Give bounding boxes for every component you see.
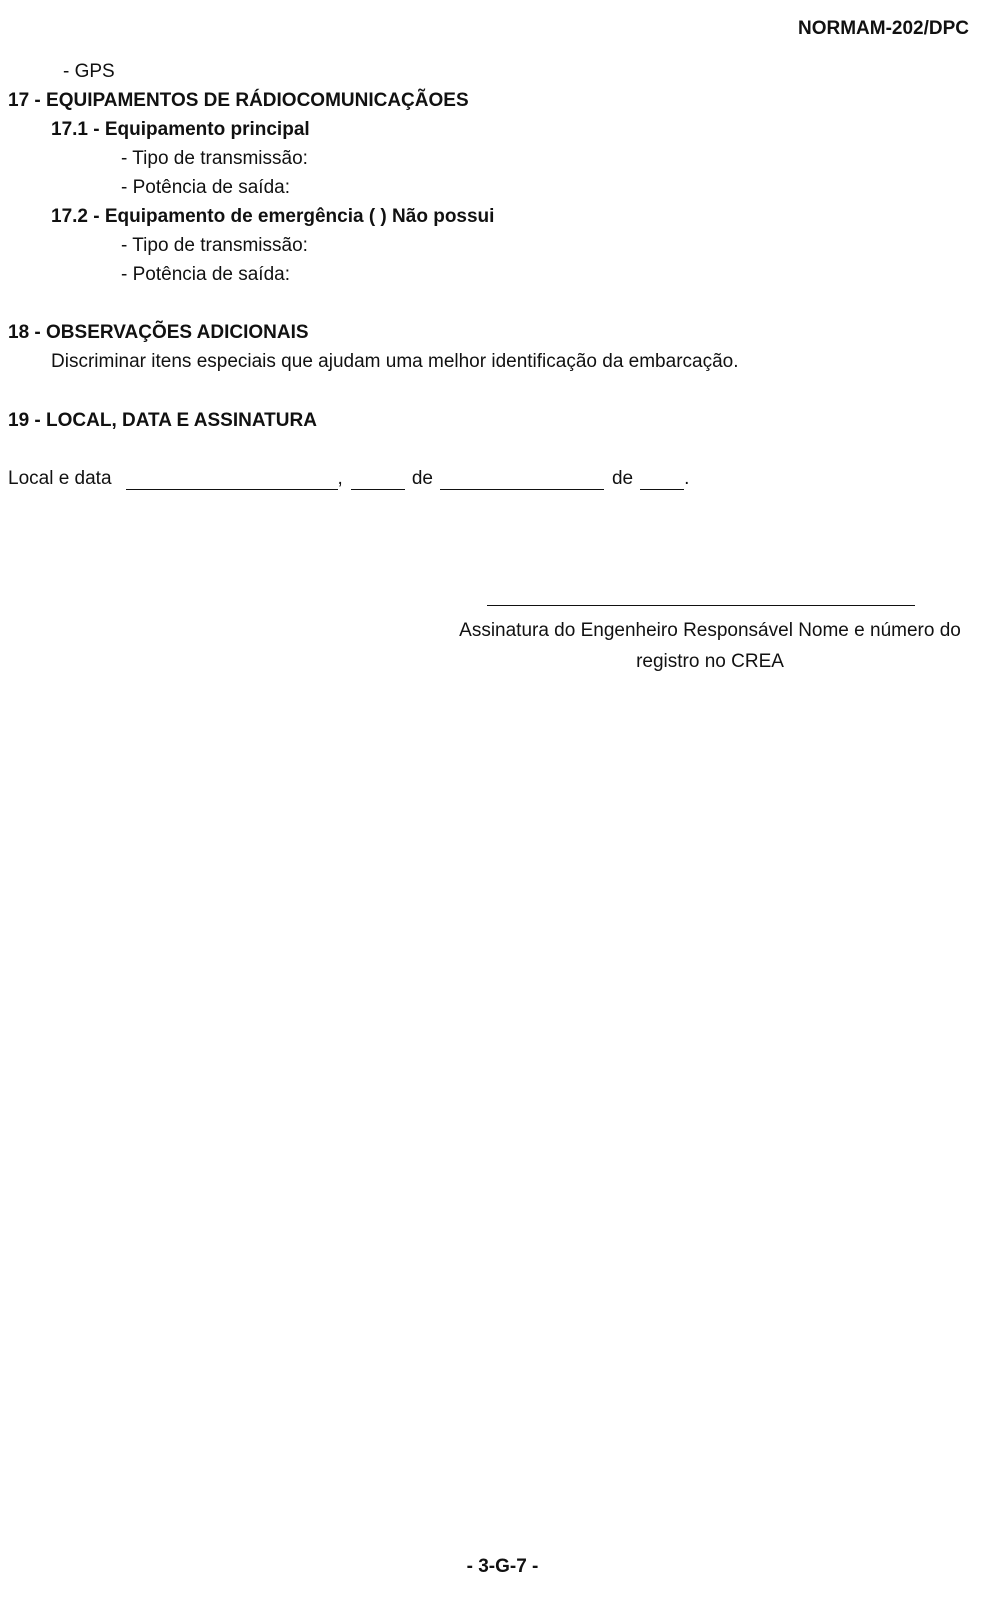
document-code: NORMAM-202/DPC (797, 18, 969, 39)
section-17-2-transmission-type: - Tipo de transmissão: (121, 235, 308, 256)
page-number: - 3-G-7 - (466, 1556, 539, 1577)
year-field[interactable] (640, 471, 684, 490)
month-field[interactable] (440, 471, 604, 490)
day-field[interactable] (351, 471, 405, 490)
place-field[interactable] (126, 471, 338, 490)
gps-item: - GPS (63, 61, 115, 82)
section-17-1-transmission-type: - Tipo de transmissão: (121, 148, 308, 169)
section-18-text: Discriminar itens especiais que ajudam uma melhor identificação da embarcação. (51, 351, 739, 372)
section-17-2-title: 17.2 - Equipamento de emergência ( ) Não possui (51, 206, 495, 227)
period: . (684, 468, 690, 489)
section-17-1-output-power: - Potência de saída: (121, 177, 290, 198)
de-label-2: de (611, 468, 634, 489)
signature-line[interactable] (487, 605, 915, 606)
comma: , (337, 468, 343, 489)
local-date-label: Local e data (8, 468, 112, 489)
section-17-title: 17 - EQUIPAMENTOS DE RÁDIOCOMUNICAÇÃOES (8, 90, 469, 111)
signature-caption: Assinatura do Engenheiro Responsável Nome e número do registro no CREA (459, 620, 961, 672)
section-18-title: 18 - OBSERVAÇÕES ADICIONAIS (8, 322, 309, 343)
section-19-title: 19 - LOCAL, DATA E ASSINATURA (8, 410, 317, 431)
de-label-1: de (411, 468, 433, 489)
section-17-1-title: 17.1 - Equipamento principal (51, 119, 310, 140)
local-date-line (8, 468, 689, 490)
section-17-2-output-power: - Potência de saída: (121, 264, 290, 285)
